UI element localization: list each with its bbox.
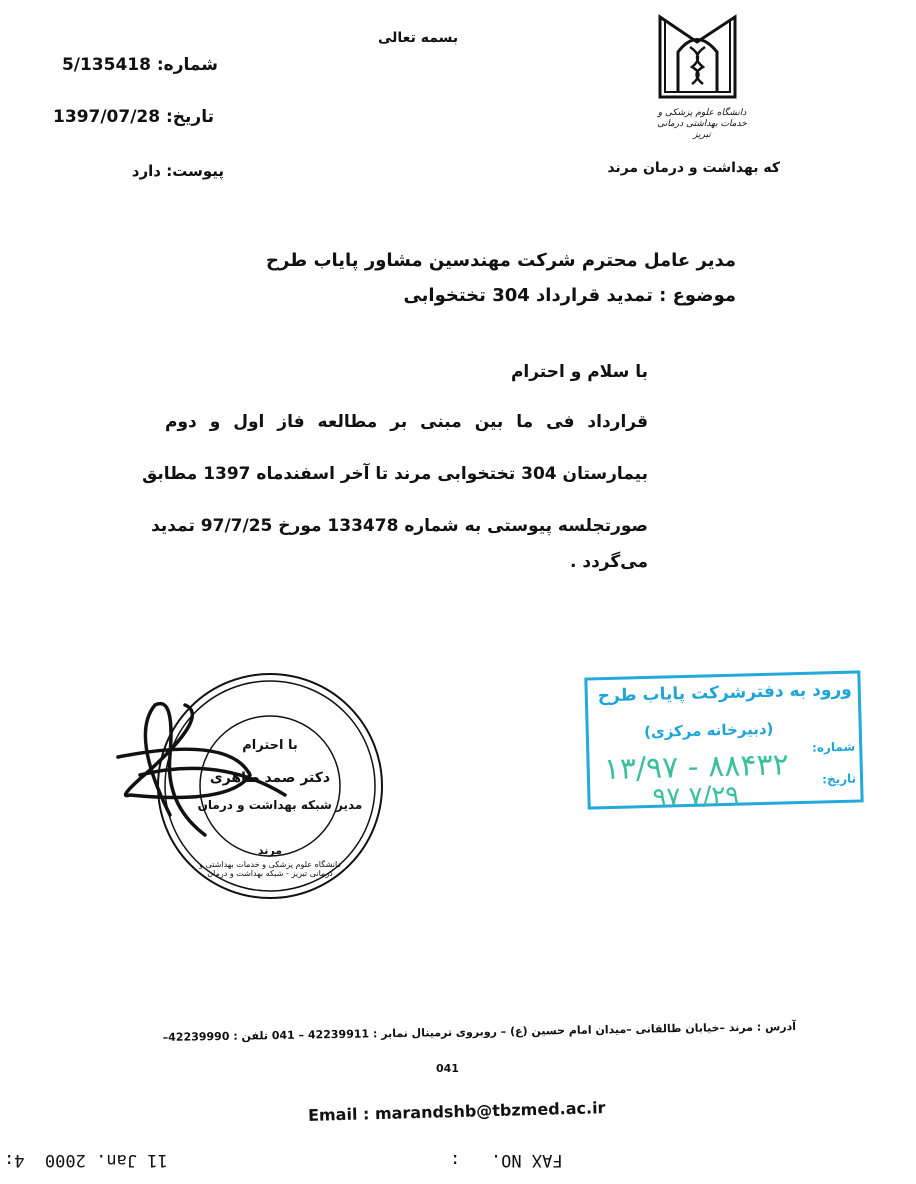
subject — [403, 285, 736, 306]
entry-date-value: ۹۷ ۷/۲۹ — [652, 780, 740, 813]
bismillah: بسمه تعالی — [378, 30, 459, 46]
subject-label: موضوع : — [659, 285, 736, 306]
attachment — [132, 162, 224, 180]
entry-number-label: شماره: — [811, 739, 856, 755]
entry-date-label: تاریخ: — [822, 771, 857, 787]
number-label: شماره: — [156, 55, 218, 75]
footer-address: آدرس : مرند –خیابان طالقانی –میدان امام حسین (ع) – روبروی ترمینال نمابر : 42239911 – 041 تلفن : 42239990– — [162, 1019, 797, 1045]
seal-title: مدیر شبکه بهداشت و درمان — [197, 798, 363, 812]
date-label: تاریخ: — [166, 107, 214, 127]
seal-ring-text: دانشگاه علوم پزشکی و خدمات بهداشتی و درمانی تبریز - شبکه بهداشت و درمان — [199, 860, 341, 878]
letter-date — [53, 107, 214, 127]
footer-email: Email : marandshb@tbzmed.ac.ir — [307, 1098, 606, 1125]
organization-name: که بهداشت و درمان مرند — [607, 160, 780, 176]
entry-stamp — [584, 670, 863, 813]
entry-stamp-title: ورود به دفترشرکت پایاب طرح — [597, 679, 852, 707]
seal-name: دکتر صمد طاهری — [209, 770, 331, 786]
attachment-value: دارد — [131, 162, 161, 180]
seal-closing: با احترام — [242, 738, 298, 753]
signature — [110, 695, 290, 845]
fax-number-header: FAX NO. : — [450, 1150, 563, 1170]
greeting: با سلام و احترام — [510, 362, 648, 382]
footer-area-code: 041 — [436, 1062, 459, 1075]
entry-stamp-subtitle: (دبیرخانه مرکزی) — [643, 719, 774, 742]
logo-caption: دانشگاه علوم پزشکی و خدمات بهداشتی درمانی تبریز — [657, 108, 747, 140]
fax-date-header: 11 Jan. 2000 4: — [4, 1150, 168, 1170]
seal-city: مرند — [257, 844, 283, 857]
entry-number-value: ۱۳/۹۷ - ۸۸۴۳۲ — [603, 747, 790, 788]
university-logo — [650, 12, 745, 107]
subject-text: تمدید قرارداد 304 تختخوابی — [403, 285, 653, 306]
number-value: 5/135418 — [61, 55, 151, 75]
body-line: قرارداد فی ما بین مبنی بر مطالعه فاز اول و دوم — [165, 412, 648, 432]
recipient: مدیر عامل محترم شرکت مهندسین مشاور پایاب طرح — [266, 250, 736, 271]
body-line: صورتجلسه پیوستی به شماره 133478 مورخ 97/7/25 تمدید — [151, 516, 648, 536]
body-line: می‌گردد . — [569, 552, 648, 572]
body-line: بیمارستان 304 تختخوابی مرند تا آخر اسفندماه 1397 مطابق — [142, 464, 648, 484]
letter-number — [62, 55, 218, 75]
attachment-label: پیوست: — [166, 162, 224, 180]
date-value: 1397/07/28 — [53, 107, 161, 127]
